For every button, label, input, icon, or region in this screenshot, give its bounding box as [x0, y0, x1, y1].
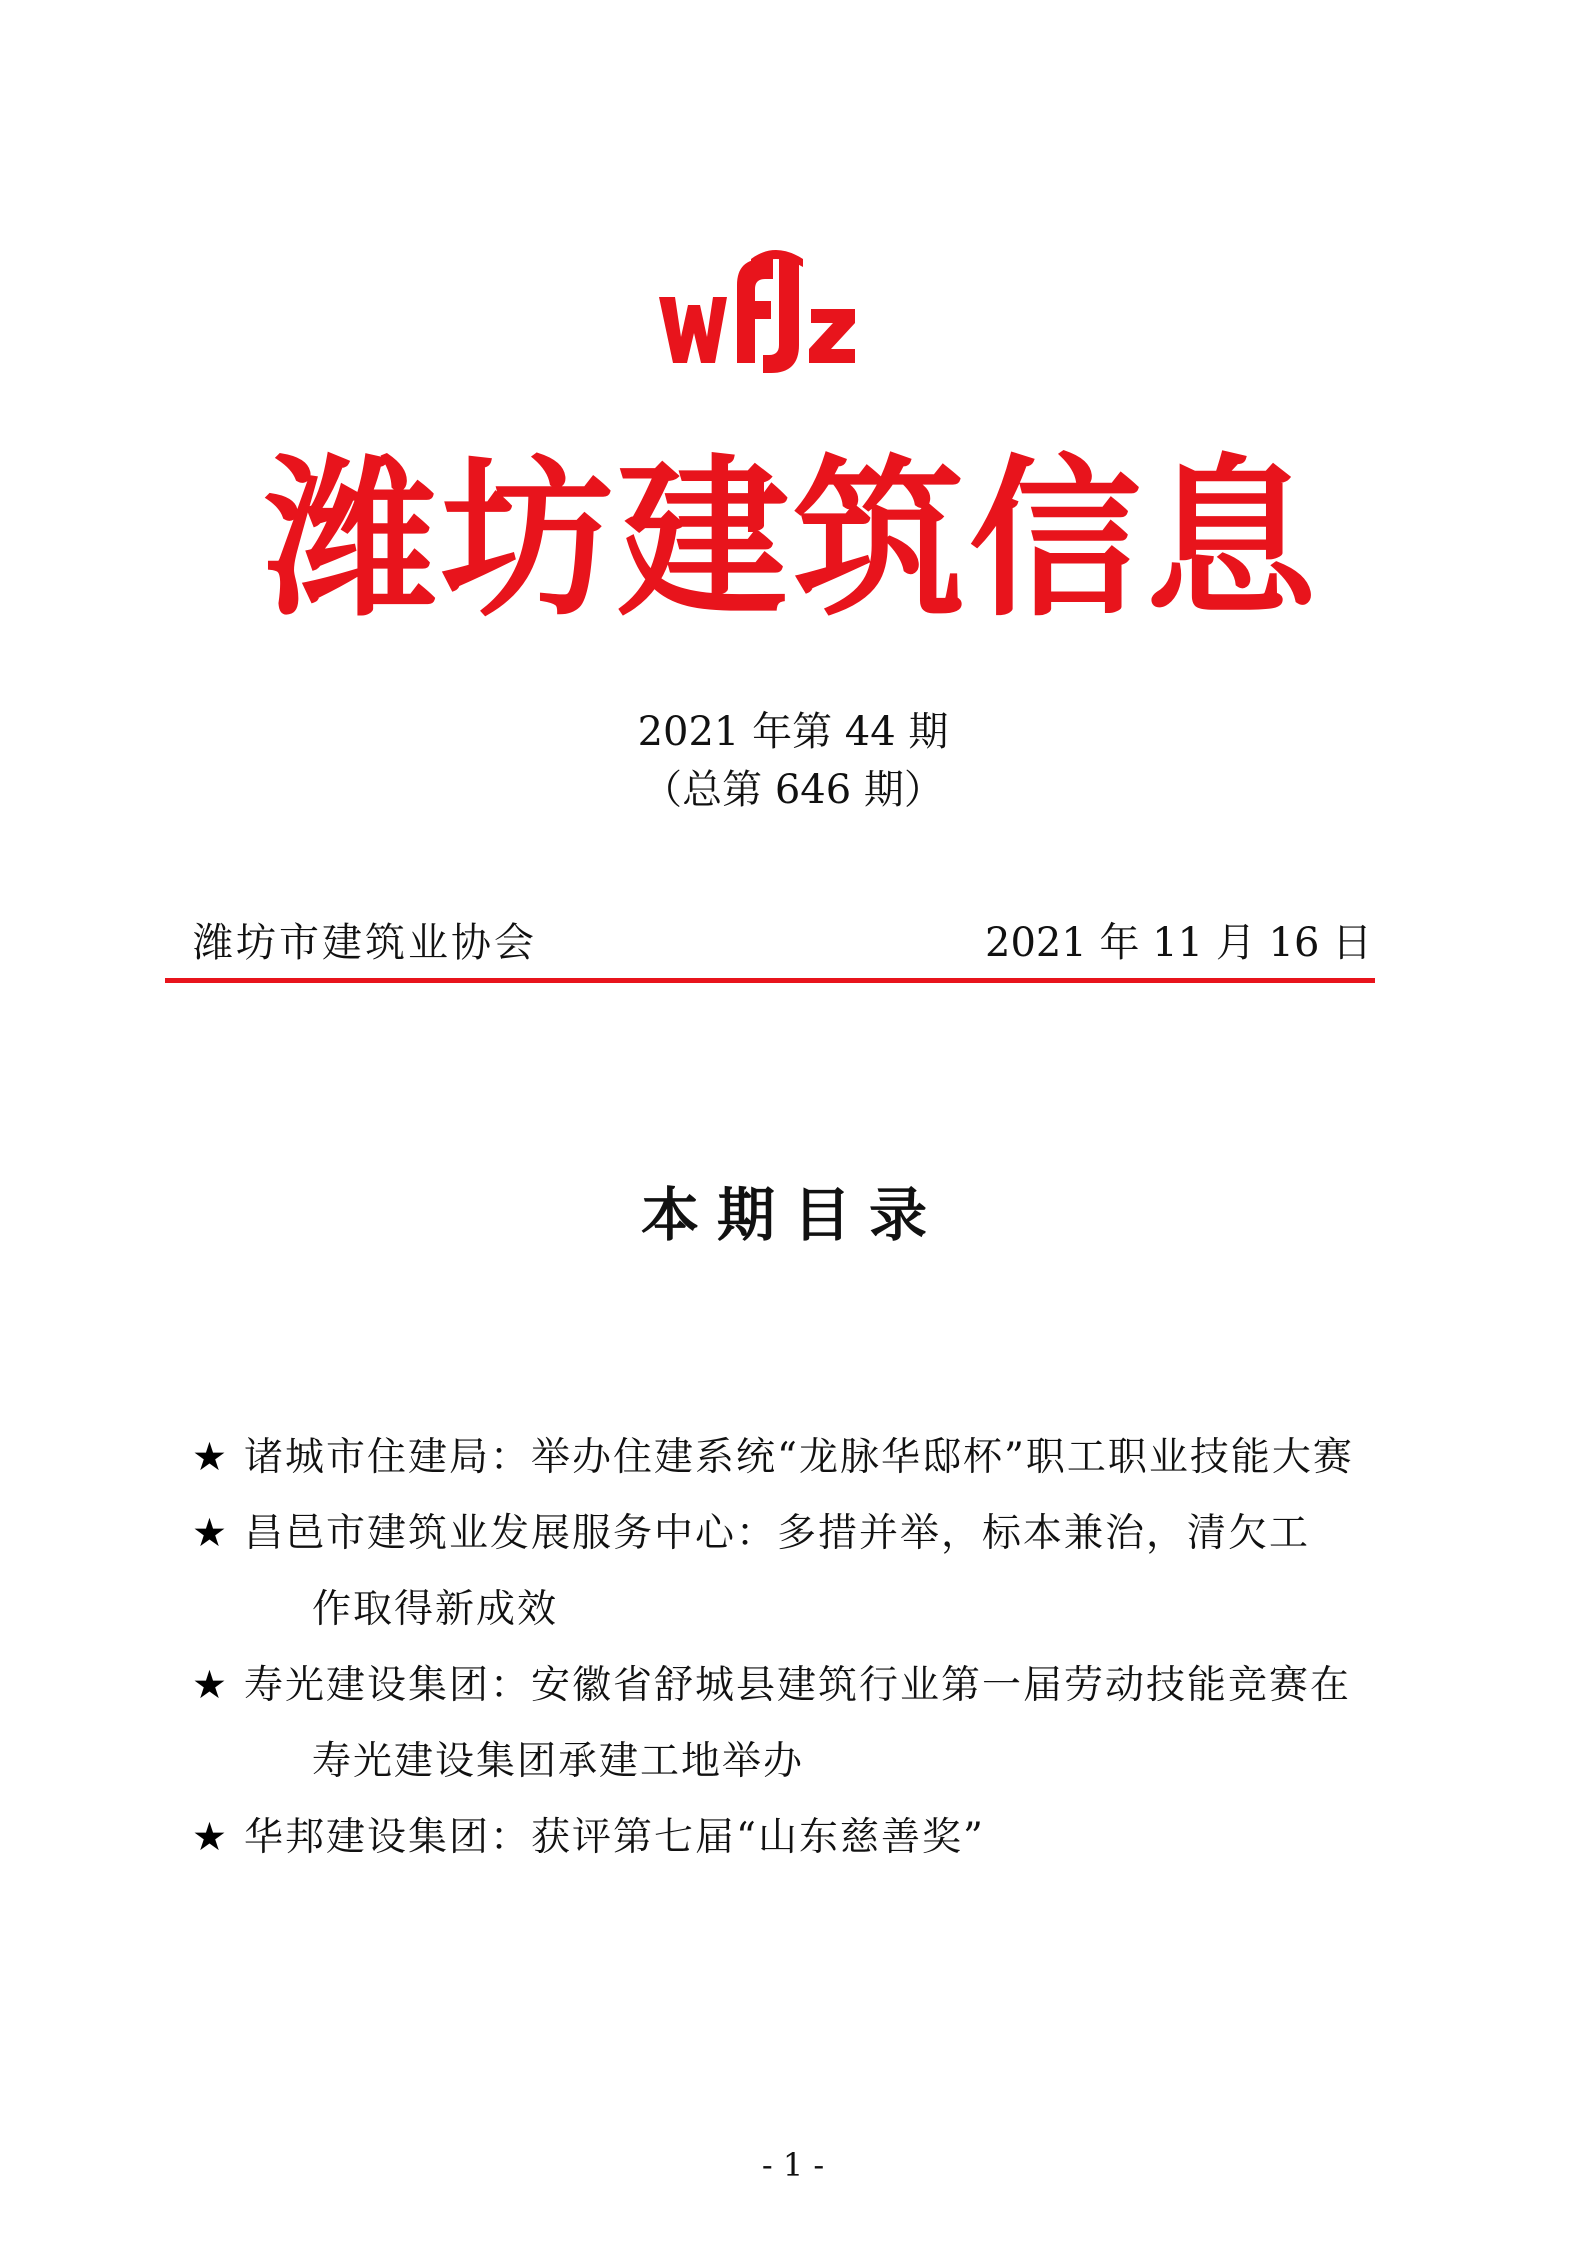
toc-item[interactable] — [192, 1648, 1412, 1800]
toc-item[interactable] — [192, 1496, 1412, 1648]
issue-number: 2021 年第 44 期 — [637, 709, 949, 755]
toc-item[interactable] — [192, 1420, 1412, 1496]
publisher-name: 潍坊市建筑业协会 — [193, 920, 537, 966]
toc-item-text-continued: 寿光建设集团承建工地举办 — [312, 1739, 805, 1784]
header-divider — [165, 978, 1375, 983]
toc-item[interactable] — [192, 1800, 1412, 1876]
masthead-title: 潍坊建筑信息 — [265, 439, 1321, 640]
total-issue-number: （总第 646 期） — [642, 767, 944, 813]
star-icon: ★ — [192, 1815, 229, 1860]
toc-title: 本期目录 — [640, 1181, 945, 1249]
wfjz-logo-graphic — [655, 245, 860, 375]
table-of-contents — [192, 1420, 1412, 1876]
page-number: - 1 - — [761, 2146, 825, 2184]
toc-item-text: 诸城市住建局：举办住建系统“龙脉华邸杯”职工职业技能大赛 — [244, 1435, 1354, 1480]
toc-item-text: 华邦建设集团：获评第七届“山东慈善奖” — [244, 1815, 985, 1860]
toc-item-text-continued: 作取得新成效 — [312, 1587, 559, 1632]
star-icon: ★ — [192, 1511, 229, 1556]
wfjz-logo — [655, 245, 860, 375]
star-icon: ★ — [192, 1663, 229, 1708]
toc-item-text: 昌邑市建筑业发展服务中心：多措并举，标本兼治，清欠工 — [244, 1511, 1311, 1556]
star-icon: ★ — [192, 1435, 229, 1480]
toc-item-text: 寿光建设集团：安徽省舒城县建筑行业第一届劳动技能竞赛在 — [244, 1663, 1352, 1708]
publication-date: 2021 年 11 月 16 日 — [985, 920, 1373, 966]
